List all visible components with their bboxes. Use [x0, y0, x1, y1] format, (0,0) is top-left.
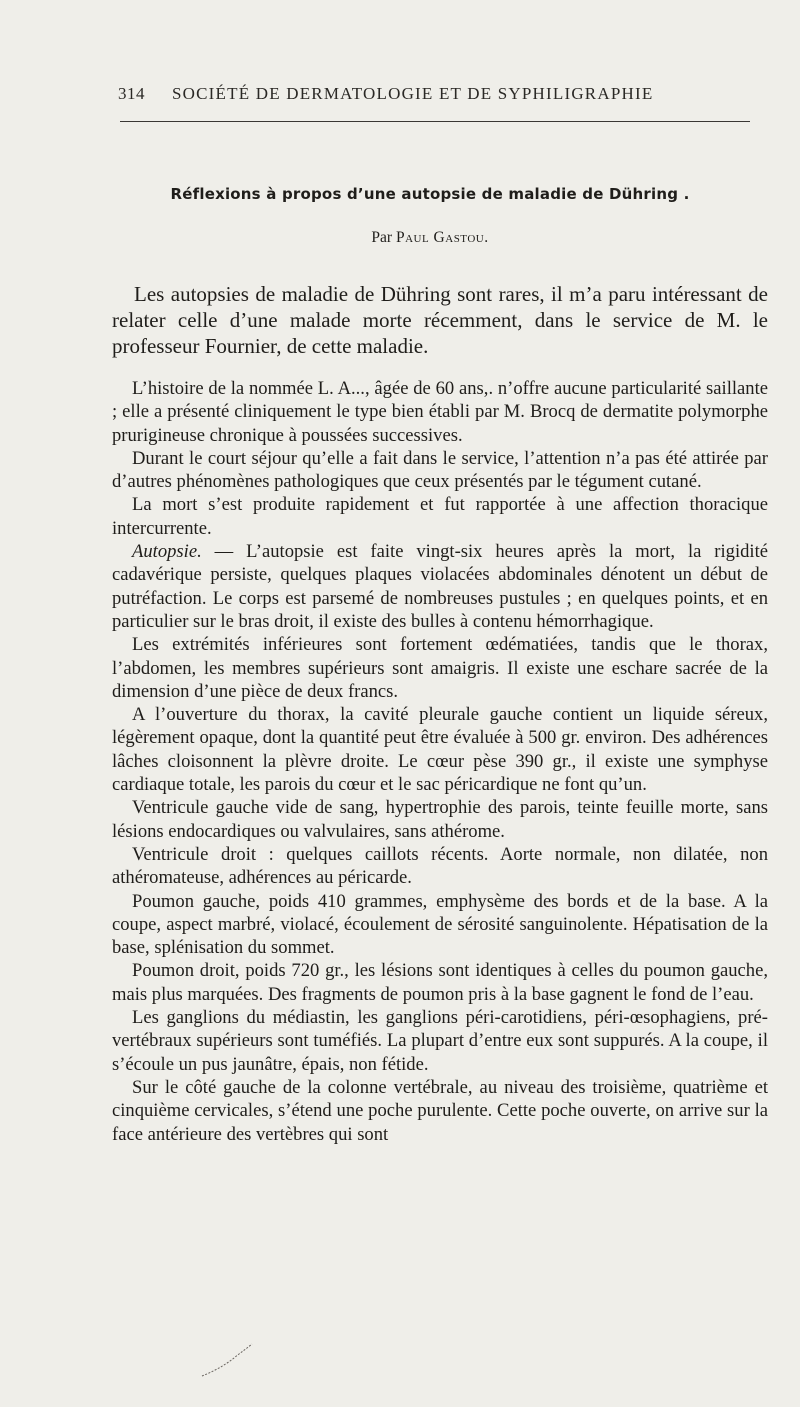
paragraph: Les autopsies de maladie de Dühring sont rares, il m’a paru intéressant de relater celle d’une malade morte récemment, dans le service de M. le professeur Fournier, de cette maladie.	[112, 282, 768, 358]
byline-prefix: Par	[371, 229, 393, 246]
running-title: SOCIÉTÉ DE DERMATOLOGIE ET DE SYPHILIGRAPHIE	[172, 84, 654, 103]
paragraph: Ventricule gauche vide de sang, hypertrophie des parois, teinte feuille morte, sans lésions endocardiques ou valvulaires, sans athérome.	[112, 797, 768, 842]
author-name: Paul Gastou.	[395, 229, 489, 246]
running-head	[118, 84, 770, 112]
header-rule	[120, 121, 750, 122]
paragraph: Les extrémités inférieures sont fortement œdématiées, tandis que le thorax, l’abdomen, les membres supérieurs sont amaigris. Il existe une eschare sacrée de la dimension d’une pièce de deux francs.	[112, 634, 768, 702]
pen-mark-icon	[198, 1340, 258, 1380]
paragraph: L’histoire de la nommée L. A..., âgée de 60 ans,. n’offre aucune particularité saillante ; elle a présenté cliniquement le type bien établi par M. Brocq de dermatite polymorphe prurigineuse chronique à poussées successives.	[112, 378, 768, 446]
paragraph: A l’ouverture du thorax, la cavité pleurale gauche contient un liquide séreux, légèrement opaque, dont la quantité peut être évaluée à 500 gr. environ. Des adhérences lâches cloisonnent la plèvre droite. Le cœur pèse 390 gr., il existe une symphyse cardiaque totale, les parois du cœur et le sac péricardique ne font qu’un.	[112, 704, 768, 796]
autopsy-paragraph	[112, 540, 768, 633]
autopsy-text: — L’autopsie est faite vingt-six heures après la mort, la rigidité cadavérique persiste, quelques plaques violacées abdominales dénotent un début de putréfaction. Le corps est parsemé de nombreuses pustules ; en quelques points, et en particulier sur le bras droit, il existe des bulles à contenu hémorrhagique.	[112, 541, 768, 632]
paragraph: Poumon gauche, poids 410 grammes, emphysème des bords et de la base. A la coupe, aspect marbré, violacé, écoulement de sérosité sanguinolente. Hépatisation de la base, splénisation du sommet.	[112, 890, 768, 959]
autopsy-label: Autopsie.	[132, 541, 202, 563]
paragraph: Les ganglions du médiastin, les ganglions péri-carotidiens, péri-œsophagiens, pré-vertébraux supérieurs sont tuméfiés. La plupart d’entre eux sont suppurés. A la coupe, il s’écoule un pus jaunâtre, épais, non fétide.	[112, 1007, 768, 1075]
article-title: Réflexions à propos d’une autopsie de maladie de Dühring .	[170, 185, 690, 203]
paragraph: Durant le court séjour qu’elle a fait dans le service, l’attention n’a pas été attirée par d’autres phénomènes pathologiques que ceux présentés par le tégument cutané.	[112, 447, 768, 493]
byline	[100, 229, 760, 247]
paragraph: La mort s’est produite rapidement et fut rapportée à une affection thoracique intercurrente.	[112, 494, 768, 539]
article-body	[112, 377, 768, 1146]
paragraph: Sur le côté gauche de la colonne vertébrale, au niveau des troisième, quatrième et cinquième cervicales, s’étend une poche purulente. Cette poche ouverte, on arrive sur la face antérieure des vertèbres qui sont	[112, 1076, 768, 1145]
paragraph: Poumon droit, poids 720 gr., les lésions sont identiques à celles du poumon gauche, mais plus marquées. Des fragments de poumon pris à la base gagnent le fond de l’eau.	[112, 960, 768, 1005]
page-number: 314	[118, 84, 145, 103]
paragraph: Ventricule droit : quelques caillots récents. Aorte normale, non dilatée, non athéromateuse, adhérences au péricarde.	[112, 843, 768, 889]
lead-paragraph	[112, 281, 768, 359]
